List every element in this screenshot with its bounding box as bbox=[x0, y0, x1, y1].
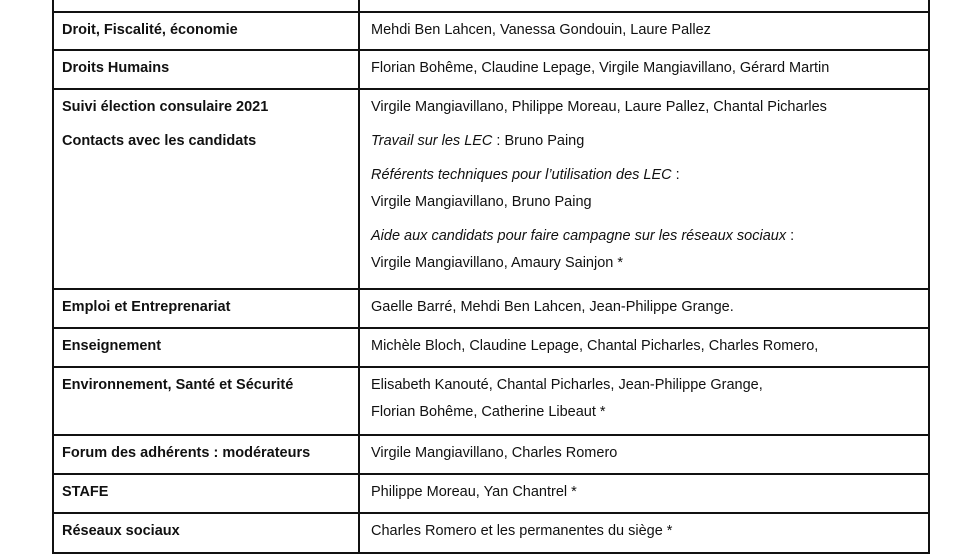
members-cell bbox=[359, 513, 929, 553]
members-label: Florian Bohême, Claudine Lepage, Virgile Mangiavillano, Gérard Martin bbox=[371, 60, 830, 76]
table-row bbox=[53, 50, 929, 89]
topic-label: Suivi élection consulaire 2021 bbox=[62, 99, 269, 115]
topic-cell bbox=[53, 474, 359, 513]
topic-cell bbox=[53, 0, 359, 12]
members-label: Mehdi Ben Lahcen, Vanessa Gondouin, Laure Pallez bbox=[371, 22, 711, 38]
topic-cell bbox=[53, 513, 359, 553]
table-row bbox=[53, 0, 929, 12]
members-cell bbox=[359, 367, 929, 435]
table-row bbox=[53, 12, 929, 50]
members-label: Michèle Bloch, Claudine Lepage, Chantal Picharles, Charles Romero, bbox=[371, 338, 819, 354]
social-help-colon: : bbox=[786, 228, 795, 244]
members-label: Elisabeth Kanouté, Chantal Picharles, Jean-Philippe Grange, bbox=[371, 377, 763, 393]
members-cell bbox=[359, 435, 929, 474]
table-row bbox=[53, 513, 929, 553]
topic-cell bbox=[53, 50, 359, 89]
topic-label: Réseaux sociaux bbox=[62, 523, 180, 539]
members-cell bbox=[359, 89, 929, 289]
topic-cell bbox=[53, 328, 359, 367]
table-row bbox=[53, 89, 929, 289]
topic-cell bbox=[53, 367, 359, 435]
topic-cell bbox=[53, 435, 359, 474]
members-cell bbox=[359, 289, 929, 328]
topic-label: Enseignement bbox=[62, 338, 162, 354]
topic-label: STAFE bbox=[62, 484, 109, 500]
table-row bbox=[53, 289, 929, 328]
lec-refs-colon: : bbox=[671, 167, 680, 183]
social-help-value: Virgile Mangiavillano, Amaury Sainjon * bbox=[371, 255, 624, 271]
lec-refs-label: Référents techniques pour l’utilisation des LEC bbox=[371, 167, 672, 183]
topic-label: Environnement, Santé et Sécurité bbox=[62, 377, 294, 393]
members-label: Virgile Mangiavillano, Charles Romero bbox=[371, 445, 618, 461]
members-cell bbox=[359, 0, 929, 12]
topic-cell bbox=[53, 89, 359, 289]
table-row bbox=[53, 435, 929, 474]
topic-cell bbox=[53, 12, 359, 50]
lec-work-line bbox=[371, 132, 920, 150]
social-help-line bbox=[371, 227, 920, 245]
topic-label: Emploi et Entreprenariat bbox=[62, 299, 231, 315]
members-label: Virgile Mangiavillano, Philippe Moreau, Laure Pallez, Chantal Picharles bbox=[371, 99, 827, 115]
table-row bbox=[53, 474, 929, 513]
members-label: Charles Romero et les permanentes du siège * bbox=[371, 523, 673, 539]
lec-work-value: : Bruno Paing bbox=[492, 133, 585, 149]
members-cell bbox=[359, 50, 929, 89]
members-label: Philippe Moreau, Yan Chantrel * bbox=[371, 484, 577, 500]
topic-label-secondary: Contacts avec les candidats bbox=[62, 133, 257, 149]
lec-refs-line bbox=[371, 166, 920, 184]
members-cell bbox=[359, 12, 929, 50]
topic-cell bbox=[53, 289, 359, 328]
members-cell bbox=[359, 328, 929, 367]
table-row bbox=[53, 367, 929, 435]
lec-work-label: Travail sur les LEC bbox=[371, 133, 493, 149]
commission-table bbox=[52, 0, 930, 554]
topic-label: Forum des adhérents : modérateurs bbox=[62, 445, 311, 461]
topic-label: Droits Humains bbox=[62, 60, 170, 76]
members-label-secondary: Florian Bohême, Catherine Libeaut * bbox=[371, 404, 606, 420]
lec-refs-value: Virgile Mangiavillano, Bruno Paing bbox=[371, 194, 592, 210]
members-label: Gaelle Barré, Mehdi Ben Lahcen, Jean-Philippe Grange. bbox=[371, 299, 734, 315]
topic-label: Droit, Fiscalité, économie bbox=[62, 22, 238, 38]
table-row bbox=[53, 328, 929, 367]
members-cell bbox=[359, 474, 929, 513]
social-help-label: Aide aux candidats pour faire campagne sur les réseaux sociaux bbox=[371, 228, 787, 244]
